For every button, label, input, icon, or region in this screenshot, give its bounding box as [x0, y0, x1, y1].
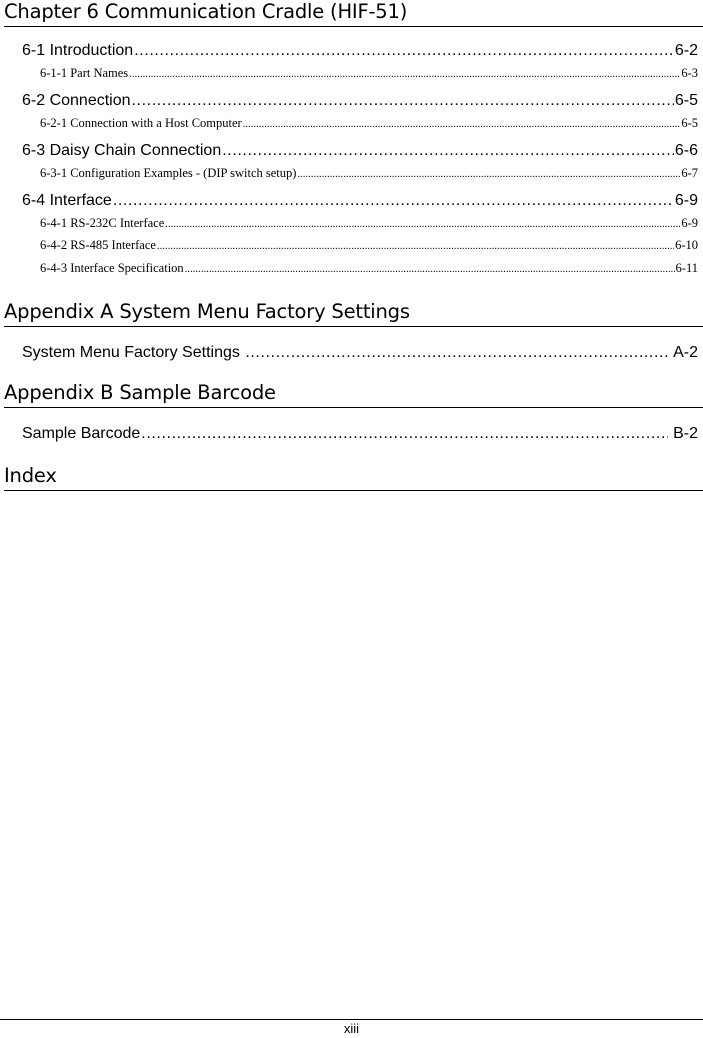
- toc-entry-page: 6-9: [674, 192, 698, 209]
- toc-entry-6-3[interactable]: [22, 141, 698, 161]
- toc-entry-6-4-1[interactable]: [40, 215, 698, 233]
- toc-entry-page: 6-10: [675, 238, 698, 252]
- toc-entry-page: 6-7: [681, 166, 698, 180]
- toc-entry-page: 6-5: [674, 92, 698, 109]
- toc-entry-title: 6-2 Connection: [22, 92, 131, 109]
- dot-leader: [165, 217, 680, 233]
- dot-leader: [157, 239, 674, 255]
- toc-entry-title: 6-3-1 Configuration Examples - (DIP switch setup): [40, 166, 297, 180]
- dot-leader: [141, 424, 667, 444]
- footer-page-number: xiii: [343, 1021, 360, 1036]
- toc-entry-title: System Menu Factory Settings: [22, 344, 245, 361]
- toc-entry-6-4-3[interactable]: [40, 260, 698, 278]
- toc-entry-title: 6-3 Daisy Chain Connection: [22, 142, 222, 159]
- toc-entry-title: 6-2-1 Connection with a Host Computer: [40, 116, 242, 130]
- toc-entry-page: 6-5: [681, 116, 698, 130]
- toc-entry-appendix-b[interactable]: [22, 424, 698, 444]
- toc-entry-page: 6-2: [674, 42, 698, 59]
- dot-leader: [134, 41, 674, 61]
- appendix-a-heading: Appendix A System Menu Factory Settings: [4, 300, 703, 327]
- toc-entry-page: B-2: [668, 425, 698, 442]
- toc-entry-6-4[interactable]: [22, 191, 698, 211]
- footer-rule: [0, 1019, 703, 1020]
- toc-entry-title: 6-4 Interface: [22, 192, 112, 209]
- dot-leader: [113, 191, 674, 211]
- toc-entry-6-1-1[interactable]: [40, 65, 698, 83]
- toc-entry-page: 6-11: [675, 261, 698, 275]
- toc-entry-title: 6-4-3 Interface Specification: [40, 261, 184, 275]
- index-heading[interactable]: Index: [4, 464, 703, 491]
- dot-leader: [243, 117, 681, 133]
- toc-entry-page: 6-9: [681, 216, 698, 230]
- dot-leader: [185, 262, 675, 278]
- toc-entry-6-2[interactable]: [22, 91, 698, 111]
- toc-entry-appendix-a[interactable]: [22, 343, 698, 363]
- toc-entry-6-4-2[interactable]: [40, 237, 698, 255]
- toc-entry-title: 6-4-2 RS-485 Interface: [40, 238, 156, 252]
- toc-entry-6-2-1[interactable]: [40, 115, 698, 133]
- toc-entry-page: A-2: [669, 344, 698, 361]
- toc-entry-title: 6-1-1 Part Names: [40, 66, 129, 80]
- dot-leader: [297, 167, 680, 183]
- dot-leader: [222, 141, 674, 161]
- toc-entry-title: Sample Barcode: [22, 425, 141, 442]
- toc-entry-6-3-1[interactable]: [40, 165, 698, 183]
- chapter-6-heading: Chapter 6 Communication Cradle (HIF-51): [4, 0, 703, 27]
- toc-entry-6-1[interactable]: [22, 41, 698, 61]
- dot-leader: [245, 343, 668, 363]
- appendix-b-heading: Appendix B Sample Barcode: [4, 381, 703, 408]
- toc-entry-title: 6-4-1 RS-232C Interface: [40, 216, 165, 230]
- toc-entry-page: 6-3: [681, 66, 698, 80]
- toc-entry-title: 6-1 Introduction: [22, 42, 134, 59]
- toc-entry-page: 6-6: [674, 142, 698, 159]
- dot-leader: [129, 67, 680, 83]
- dot-leader: [132, 91, 674, 111]
